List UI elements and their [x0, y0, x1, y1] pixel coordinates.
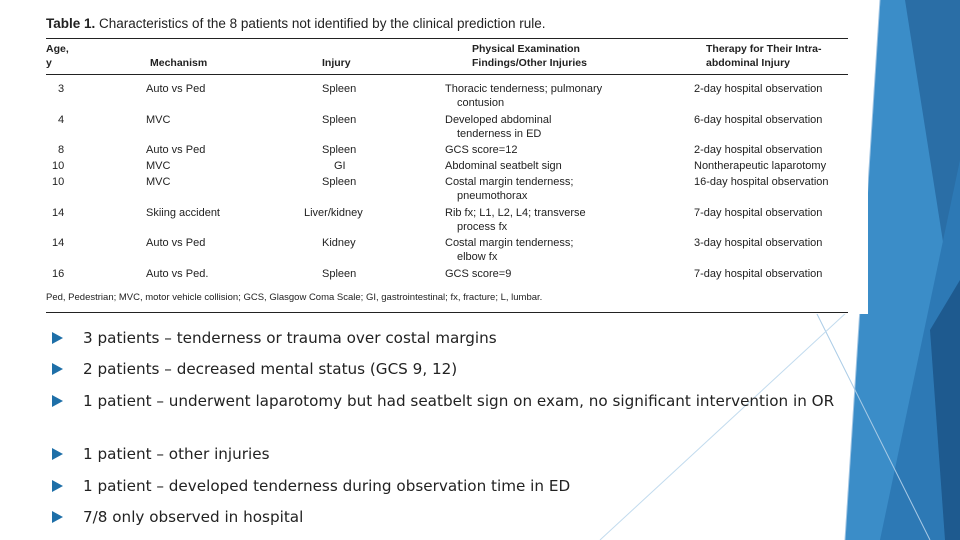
table-cell-exam: Developed abdominal tenderness in ED: [445, 114, 552, 140]
table-cell-exam: Rib fx; L1, L2, L4; transverse process fx: [445, 207, 586, 233]
header-therapy: Therapy for Their Intra- abdominal Injury: [706, 43, 822, 69]
table-footnote: Ped, Pedestrian; MVC, motor vehicle collision; GCS, Glasgow Coma Scale; GI, gastrointestinal; fx, fracture; L, lumbar.: [46, 292, 543, 303]
bullet-arrow-icon: [52, 480, 63, 492]
list-item: 3 patients – tenderness or trauma over costal margins: [52, 328, 863, 348]
bullet-arrow-icon: [52, 332, 63, 344]
table-row: 8: [58, 144, 65, 156]
header-exam: Physical Examination Findings/Other Injuries: [472, 43, 587, 69]
table-cell-therapy: 2-day hospital observation: [694, 83, 823, 95]
table-cell-injury: Spleen: [322, 83, 357, 95]
header-injury: Injury: [322, 57, 351, 69]
list-item: 7/8 only observed in hospital: [52, 507, 863, 527]
table-cell-mechanism: Auto vs Ped: [146, 144, 206, 156]
table-cell-injury: Spleen: [322, 268, 357, 280]
list-item: 1 patient – developed tenderness during observation time in ED: [52, 476, 863, 496]
table-row: 16: [52, 268, 65, 280]
table-cell-injury: Spleen: [322, 176, 357, 188]
bullet-arrow-icon: [52, 363, 63, 375]
table-cell-mechanism: Auto vs Ped.: [146, 268, 209, 280]
table-cell-mechanism: Skiing accident: [146, 207, 220, 219]
bullet-arrow-icon: [52, 511, 63, 523]
table-cell-therapy: 2-day hospital observation: [694, 144, 823, 156]
table-cell-therapy: 6-day hospital observation: [694, 114, 823, 126]
table-cell-exam: GCS score=12: [445, 144, 518, 156]
header-age: Age, y: [46, 43, 69, 69]
table-row: 4: [58, 114, 65, 126]
bullet-arrow-icon: [52, 395, 63, 407]
table-cell-mechanism: MVC: [146, 160, 171, 172]
table-row: 14: [52, 237, 65, 249]
table-rule-top: [46, 38, 848, 39]
table-cell-exam: Thoracic tenderness; pulmonary contusion: [445, 83, 603, 109]
table-cell-injury: Kidney: [322, 237, 356, 249]
table-row: 10: [52, 160, 65, 172]
table-title: Table 1. Characteristics of the 8 patients not identified by the clinical prediction rule.: [46, 16, 546, 31]
patient-characteristics-table: [38, 10, 868, 314]
table-cell-mechanism: Auto vs Ped: [146, 237, 206, 249]
table-cell-injury: GI: [334, 160, 346, 172]
table-cell-therapy: 7-day hospital observation: [694, 268, 823, 280]
table-cell-mechanism: MVC: [146, 176, 171, 188]
table-row: 3: [58, 83, 65, 95]
list-item: 2 patients – decreased mental status (GCS 9, 12): [52, 359, 863, 379]
table-row: 10: [52, 176, 65, 188]
bullet-arrow-icon: [52, 448, 63, 460]
table-cell-exam: Costal margin tenderness; elbow fx: [445, 237, 574, 263]
table-cell-therapy: 3-day hospital observation: [694, 237, 823, 249]
table-cell-therapy: 16-day hospital observation: [694, 176, 829, 188]
list-item: 1 patient – other injuries: [52, 444, 863, 464]
table-cell-exam: Costal margin tenderness; pneumothorax: [445, 176, 574, 202]
table-cell-therapy: Nontherapeutic laparotomy: [694, 160, 827, 172]
table-cell-injury: Spleen: [322, 144, 357, 156]
table-cell-therapy: 7-day hospital observation: [694, 207, 823, 219]
table-cell-mechanism: MVC: [146, 114, 171, 126]
table-cell-exam: GCS score=9: [445, 268, 512, 280]
list-item: 1 patient – underwent laparotomy but had seatbelt sign on exam, no significant intervention in OR: [52, 391, 863, 411]
table-row: 14: [52, 207, 65, 219]
table-cell-injury: Liver/kidney: [304, 207, 363, 219]
table-rule-header: [46, 74, 848, 75]
table-cell-injury: Spleen: [322, 114, 357, 126]
table-cell-mechanism: Auto vs Ped: [146, 83, 206, 95]
table-cell-exam: Abdominal seatbelt sign: [445, 160, 562, 172]
header-mechanism: Mechanism: [150, 57, 208, 69]
table-rule-bottom: [46, 312, 848, 313]
